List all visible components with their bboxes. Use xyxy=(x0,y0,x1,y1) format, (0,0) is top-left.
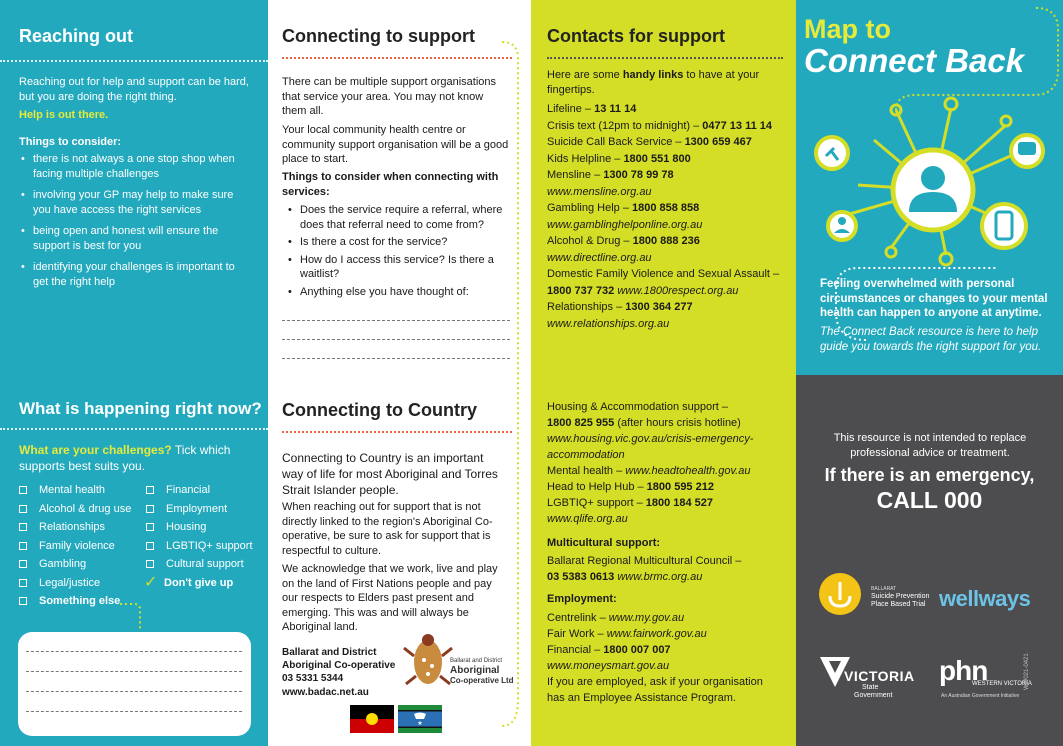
contact-url[interactable]: www.housing.vic.gov.au/crisis-emergency- xyxy=(547,433,754,445)
contact-label: LGBTIQ+ support – xyxy=(547,497,646,509)
checklist-item[interactable]: Relationships xyxy=(19,518,131,537)
contact-line[interactable] xyxy=(547,627,707,642)
contact-line[interactable] xyxy=(547,102,636,117)
happening-heading: What is happening right now? xyxy=(19,399,262,418)
contact-url[interactable]: www.headtohealth.gov.au xyxy=(625,465,751,477)
victoria-sub2: Government xyxy=(854,692,893,699)
cover-title-big: Connect Back xyxy=(804,42,1025,79)
lizard-icon xyxy=(400,628,456,690)
checklist-item[interactable]: Cultural support xyxy=(146,555,253,574)
contact-label: (after hours crisis hotline) xyxy=(614,417,741,429)
wellways-logo: wellways xyxy=(939,586,1031,611)
badac-logo xyxy=(400,628,512,692)
contact-url[interactable]: www.my.gov.au xyxy=(608,612,685,624)
list-item: • there is not always a one stop shop when facing multiple challenges xyxy=(19,152,251,181)
victoria-sub1: State xyxy=(862,684,879,691)
panel-reaching-out xyxy=(0,0,268,746)
spt-line3: Place Based Trial xyxy=(871,601,926,608)
badac-logo-line2: Aboriginal xyxy=(450,665,500,676)
side-code: WW021-0421 xyxy=(1024,653,1030,690)
contact-number[interactable]: 1300 364 277 xyxy=(625,301,693,313)
checklist-item[interactable]: Alcohol & drug use xyxy=(19,500,131,519)
list-item: • Anything else you have thought of: xyxy=(286,285,512,300)
badac-logo-line1: Ballarat and District xyxy=(450,658,503,664)
spt-line2: Suicide Prevention xyxy=(871,593,930,600)
contact-label: Fair Work – xyxy=(547,628,607,640)
divider xyxy=(282,57,512,59)
checkbox[interactable] xyxy=(146,560,154,568)
support-para-1: There can be multiple support organisations that service your area. You may not know them all. xyxy=(282,76,497,117)
contact-line[interactable] xyxy=(547,659,669,674)
aboriginal-flag-icon xyxy=(350,705,394,733)
note-line xyxy=(26,711,242,712)
contact-line[interactable] xyxy=(547,218,702,233)
country-para-3: We acknowledge that we work, live and play on the land of First Nations people and pay our respects to Elders past present and emerging. This was and will always be Aboriginal land. xyxy=(282,563,498,633)
contact-line[interactable] xyxy=(547,464,750,479)
overwhelmed-text: Feeling overwhelmed with personal circumstances or changes to your mental health can happen to anyone at anytime. xyxy=(820,278,1048,319)
panel-contacts xyxy=(531,0,796,746)
contact-label: Kids Helpline – xyxy=(547,152,624,165)
contact-url[interactable]: www.qlife.org.au xyxy=(547,513,628,525)
contact-line[interactable] xyxy=(547,570,702,585)
checkbox[interactable] xyxy=(19,505,27,513)
contact-url[interactable]: www.relationships.org.au xyxy=(547,317,670,330)
contact-url[interactable]: www.mensline.org.au xyxy=(547,185,652,198)
contact-line[interactable] xyxy=(547,185,652,200)
contact-url[interactable]: www.directline.org.au xyxy=(547,251,652,264)
checklist-item[interactable]: Family violence xyxy=(19,537,131,556)
contact-number[interactable]: 13 11 14 xyxy=(594,103,637,115)
contact-line[interactable] xyxy=(547,432,753,447)
contact-line[interactable] xyxy=(547,168,674,183)
contact-url[interactable]: www.gamblinghelponline.org.au xyxy=(547,218,703,231)
contact-label: Head to Help Hub – xyxy=(547,481,647,493)
checkbox[interactable] xyxy=(146,542,154,550)
spt-logo-icon xyxy=(818,572,862,616)
contact-line[interactable] xyxy=(547,234,700,249)
contact-line[interactable] xyxy=(547,416,741,431)
contact-label: If you are employed, ask if your organisation xyxy=(547,676,763,688)
connecting-country-heading: Connecting to Country xyxy=(282,400,477,420)
checkbox[interactable] xyxy=(19,523,27,531)
notes-box[interactable] xyxy=(18,632,251,736)
cover-title-small: Map to xyxy=(804,14,891,44)
reaching-out-intro: Reaching out for help and support can be hard, but you are doing the right thing. xyxy=(19,76,249,103)
challenges-checklist-1 xyxy=(19,481,131,611)
contact-line xyxy=(547,691,736,706)
contact-url[interactable]: www.brmc.org.au xyxy=(617,571,703,583)
checkmark-icon[interactable]: ✓ xyxy=(144,573,158,591)
support-considerations xyxy=(286,203,512,302)
svg-text:★: ★ xyxy=(417,720,423,727)
support-things-heading: Things to consider when connecting with services: xyxy=(282,171,499,198)
contact-label: Mensline – xyxy=(547,169,604,181)
phn-sub: WESTERN VICTORIA xyxy=(972,681,1032,687)
contact-line[interactable] xyxy=(547,643,671,658)
contacts-heading: Contacts for support xyxy=(547,26,725,46)
contact-label: has an Employee Assistance Program. xyxy=(547,692,736,704)
contact-label: Gambling Help – xyxy=(547,202,632,214)
help-line: Help is out there. xyxy=(19,109,109,121)
contact-label: Ballarat Regional Multicultural Council – xyxy=(547,555,742,567)
checkbox[interactable] xyxy=(19,486,27,494)
contact-label: Domestic Family Violence and Sexual Assault – xyxy=(547,268,780,280)
note-line xyxy=(26,671,242,672)
contact-line[interactable] xyxy=(547,152,691,167)
contact-line[interactable] xyxy=(547,284,738,299)
multicultural-heading: Multicultural support: xyxy=(547,537,661,549)
contact-number[interactable]: 1800 737 732 xyxy=(547,284,615,297)
checkbox[interactable] xyxy=(19,542,27,550)
emergency-call[interactable]: CALL 000 xyxy=(876,487,983,513)
contact-label: Centrelink – xyxy=(547,612,609,624)
victoria-logo-text: VICTORIA xyxy=(844,668,915,684)
contact-line[interactable] xyxy=(547,611,684,626)
phn-logo: phn xyxy=(939,655,988,686)
contact-label: Relationships – xyxy=(547,301,626,313)
contact-line xyxy=(547,400,728,415)
list-item: • being open and honest will ensure the support is best for you xyxy=(19,224,251,253)
contact-line[interactable] xyxy=(547,119,772,134)
contact-line xyxy=(547,675,763,690)
list-item: • identifying your challenges is important to get the right help xyxy=(19,260,251,289)
divider xyxy=(0,428,268,430)
challenges-checklist-2 xyxy=(146,481,253,592)
contact-number[interactable]: 1800 595 212 xyxy=(646,481,714,493)
employment-heading: Employment: xyxy=(547,593,617,605)
contact-line[interactable] xyxy=(547,496,713,511)
things-heading: Things to consider: xyxy=(19,136,122,148)
contact-line[interactable] xyxy=(547,317,669,332)
note-line xyxy=(26,691,242,692)
note-line xyxy=(26,651,242,652)
checkbox[interactable] xyxy=(146,523,154,531)
checkbox[interactable] xyxy=(146,486,154,494)
contact-url[interactable]: www.1800respect.org.au xyxy=(617,284,739,297)
contact-line xyxy=(547,267,779,282)
checklist-item[interactable]: Something else xyxy=(19,592,131,611)
list-item: • How do I access this service? Is there a waitlist? xyxy=(286,253,512,282)
contact-number[interactable]: 1300 78 99 78 xyxy=(603,169,674,181)
contact-line[interactable] xyxy=(547,251,652,266)
resource-text: The Connect Back resource is here to help guide you towards the right support for you. xyxy=(820,326,1042,353)
badac-name: Ballarat and District Aboriginal Co-operative xyxy=(282,647,396,671)
checkbox[interactable] xyxy=(19,597,27,605)
checkbox[interactable] xyxy=(146,505,154,513)
country-para-1: Connecting to Country is an important way of life for most Aboriginal and Torres Strait Islander people. xyxy=(282,451,498,497)
connecting-support-heading: Connecting to support xyxy=(282,26,475,46)
contact-label: Suicide Call Back Service – xyxy=(547,136,685,148)
spt-line1: BALLARAT xyxy=(871,586,897,592)
phn-tag: An Australian Government Initiative xyxy=(941,693,1020,699)
emergency-section xyxy=(796,375,1063,746)
divider xyxy=(0,60,268,62)
considerations-list xyxy=(19,152,251,296)
contact-line[interactable] xyxy=(547,201,699,216)
contact-label: Financial – xyxy=(547,644,604,656)
contact-url[interactable]: www.fairwork.gov.au xyxy=(606,628,707,640)
disclaimer-text: This resource is not intended to replace professional advice or treatment. xyxy=(833,432,1027,459)
contact-number[interactable]: 1800 007 007 xyxy=(603,644,671,656)
checklist-item[interactable]: Financial xyxy=(146,481,253,500)
write-line[interactable] xyxy=(282,320,510,321)
contact-number[interactable]: 1800 184 527 xyxy=(645,497,714,509)
contact-number[interactable]: 0477 13 11 14 xyxy=(702,119,773,132)
badac-phone[interactable]: 03 5331 5344 xyxy=(282,673,344,684)
checklist-item[interactable]: LGBTIQ+ support xyxy=(146,537,253,556)
list-item: • Does the service require a referral, where does that referral need to come from? xyxy=(286,203,512,232)
panel-cover xyxy=(796,0,1063,746)
panel-connecting xyxy=(268,0,531,746)
contact-line xyxy=(547,554,741,569)
torres-strait-flag-icon xyxy=(398,705,442,733)
country-para-2: When reaching out for support that is not directly linked to the region's Aboriginal Co-operative, be sure to ask for support that is respectful to culture. xyxy=(282,501,493,557)
divider xyxy=(282,431,512,433)
contact-number[interactable]: 1800 858 858 xyxy=(632,202,700,214)
contact-url[interactable]: www.moneysmart.gov.au xyxy=(547,660,670,672)
checklist-item[interactable]: Legal/justice xyxy=(19,574,131,593)
checklist-item[interactable]: Employment xyxy=(146,500,253,519)
list-item: • involving your GP may help to make sure you have access the right services xyxy=(19,188,251,217)
badac-logo-line3: Co-operative Ltd xyxy=(450,676,514,685)
contact-line[interactable] xyxy=(547,480,714,495)
contact-number[interactable]: 1800 825 955 xyxy=(547,417,615,429)
dotted-connector xyxy=(118,598,158,634)
checkbox[interactable] xyxy=(19,579,27,587)
contact-number[interactable]: 1800 888 236 xyxy=(632,235,700,247)
contact-line[interactable] xyxy=(547,300,693,315)
contacts-intro: Here are some handy links to have at your fingertips. xyxy=(547,69,760,96)
contact-label: Housing & Accommodation support – xyxy=(547,401,728,413)
contact-url[interactable]: accommodation xyxy=(547,449,625,461)
checklist-item[interactable]: Mental health xyxy=(19,481,131,500)
checkbox[interactable] xyxy=(19,560,27,568)
checklist-item[interactable]: Gambling xyxy=(19,555,131,574)
checklist-item[interactable]: ✓ Don't give up xyxy=(144,573,234,591)
badac-web[interactable]: www.badac.net.au xyxy=(282,687,369,698)
support-para-2: Your local community health centre or community support organisation will be a good place to start. xyxy=(282,124,509,165)
list-item: • Is there a cost for the service? xyxy=(286,235,512,250)
divider xyxy=(547,57,783,59)
contact-label: Crisis text (12pm to midnight) – xyxy=(547,119,703,132)
challenges-question-rest: Tick which supports best suits you. xyxy=(19,443,231,473)
contact-label: Alcohol & Drug – xyxy=(547,235,633,247)
contact-number[interactable]: 1800 551 800 xyxy=(623,152,691,165)
contact-line[interactable] xyxy=(547,512,628,527)
contact-number[interactable]: 03 5383 0613 xyxy=(547,571,615,583)
checklist-item[interactable]: Housing xyxy=(146,518,253,537)
contact-label: Mental health – xyxy=(547,465,626,477)
contact-line[interactable] xyxy=(547,135,752,150)
contact-label: Lifeline – xyxy=(547,103,595,115)
reaching-out-heading: Reaching out xyxy=(19,26,134,46)
challenges-question-bold: What are your challenges? xyxy=(19,443,172,457)
challenges-question xyxy=(19,442,257,474)
contact-line[interactable] xyxy=(547,448,625,463)
contact-number[interactable]: 1300 659 467 xyxy=(684,136,752,148)
write-line[interactable] xyxy=(282,358,510,359)
emergency-line: If there is an emergency, xyxy=(824,465,1035,485)
write-line[interactable] xyxy=(282,339,510,340)
